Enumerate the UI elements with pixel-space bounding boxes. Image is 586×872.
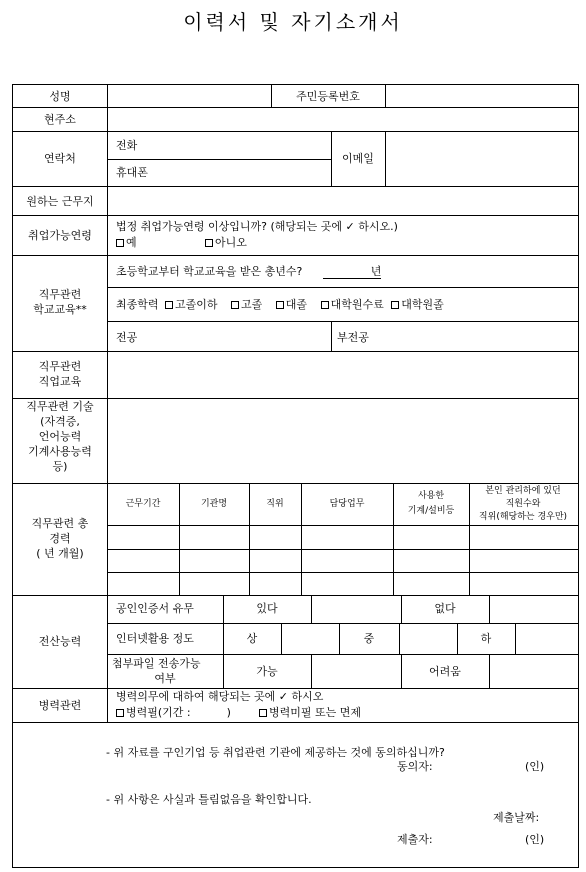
label-submit-date: 제출날짜: (493, 811, 540, 824)
option-no[interactable]: 아니오 (205, 236, 247, 249)
consent-statement: - 위 자료를 구인기업 등 취업관련 기관에 제공하는 것에 동의하십니까? (106, 746, 445, 759)
label-phone: 전화 (116, 139, 138, 152)
label-career-1: 직무관련 총 (31, 517, 89, 530)
career-header-org: 기관명 (200, 499, 228, 509)
attach-yes[interactable]: 가능 (256, 665, 278, 678)
resident-number-field[interactable] (387, 86, 575, 106)
label-attach-2: 여부 (154, 672, 176, 685)
label-education-1: 직무관련 (38, 288, 82, 301)
internet-mid[interactable]: 중 (363, 632, 375, 645)
form-title: 이력서 및 자기소개서 (183, 10, 403, 34)
label-vocational-1: 직무관련 (38, 360, 82, 373)
checkbox-yes[interactable] (116, 239, 124, 247)
label-internet: 인터넷활용 정도 (116, 632, 194, 645)
label-computer-skills: 전산능력 (38, 635, 82, 648)
career-header-staff-1: 본인 관리하에 있던 (485, 486, 561, 496)
career-header-staff-3: 직위(해당하는 경우만) (478, 512, 568, 522)
years-field[interactable]: 년 (323, 265, 381, 279)
military-exempt-option[interactable]: 병력미필 또는 면제 (259, 706, 361, 719)
career-header-staff-2: 직원수와 (505, 499, 541, 509)
career-header-position: 직위 (266, 499, 284, 509)
label-major: 전공 (116, 331, 138, 344)
label-consenter: 동의자: (397, 760, 433, 773)
skills-field[interactable] (109, 400, 575, 481)
career-header-period: 근무기간 (125, 499, 161, 509)
label-legal-age: 취업가능연령 (28, 229, 92, 242)
option-yes[interactable]: 예 (116, 236, 137, 249)
label-address: 현주소 (44, 113, 76, 126)
cert-yes[interactable]: 있다 (256, 602, 278, 615)
label-skills-5: 등) (52, 460, 68, 473)
checkbox-no[interactable] (205, 239, 213, 247)
career-header-equipment-1: 사용한 (417, 491, 445, 501)
label-skills-1: 직무관련 기술 (26, 400, 94, 413)
label-resident-number: 주민등록번호 (296, 90, 360, 103)
label-submitter: 제출자: (397, 833, 433, 846)
cert-no[interactable]: 없다 (434, 602, 456, 615)
label-attach-1: 첨부파일 전송가능 (112, 657, 201, 670)
vocational-field[interactable] (109, 353, 575, 396)
label-military: 병력관련 (38, 699, 82, 712)
label-skills-4: 기계사용능력 (28, 445, 92, 458)
label-name: 성명 (49, 90, 71, 103)
label-skills-3: 언어능력 (38, 430, 82, 443)
desired-location-field[interactable] (109, 188, 575, 213)
submitter-seal[interactable]: (인) (525, 833, 545, 846)
checkbox-military-done[interactable] (116, 709, 124, 717)
label-career-3: ( 년 개월) (36, 547, 84, 560)
years-question: 초등학교부터 학교교육을 받은 총년수? 년 (116, 265, 382, 278)
consent-seal[interactable]: (인) (525, 760, 545, 773)
label-vocational-2: 직업교육 (38, 375, 82, 388)
internet-low[interactable]: 하 (480, 632, 492, 645)
label-skills-2: (자격증, (40, 415, 80, 428)
checkbox-military-exempt[interactable] (259, 709, 267, 717)
final-education-row: 최종학력 고졸이하 고졸 대졸 대학원수료 대학원졸 (116, 298, 444, 311)
military-question: 병력의무에 대하여 해당되는 곳에 ✓ 하시오 (116, 690, 324, 703)
label-education-2: 학교교육** (33, 303, 87, 316)
label-cert: 공인인증서 유무 (116, 602, 194, 615)
internet-high[interactable]: 상 (246, 632, 258, 645)
checkbox-edu-5[interactable] (391, 301, 399, 309)
checkbox-edu-1[interactable] (165, 301, 173, 309)
label-career-2: 경력 (49, 532, 71, 545)
address-field[interactable] (109, 109, 575, 129)
name-field[interactable] (109, 86, 269, 106)
career-header-duty: 담당업무 (329, 499, 365, 509)
legal-age-question: 법정 취업가능연령 이상입니까? (해당되는 곳에 ✓ 하시오.) (116, 220, 398, 233)
checkbox-edu-3[interactable] (276, 301, 284, 309)
confirm-statement: - 위 사항은 사실과 틀림없음을 확인합니다. (106, 793, 312, 806)
checkbox-edu-2[interactable] (231, 301, 239, 309)
email-field[interactable] (387, 133, 575, 183)
label-minor: 부전공 (337, 331, 369, 344)
military-done-option[interactable]: 병력필(기간 : ) (116, 706, 231, 719)
attach-no[interactable]: 어려움 (429, 665, 461, 678)
career-header-equipment-2: 기계/설비등 (407, 506, 455, 516)
label-contact: 연락처 (44, 152, 76, 165)
checkbox-edu-4[interactable] (321, 301, 329, 309)
label-desired-location: 원하는 근무지 (26, 195, 94, 208)
label-email: 이메일 (342, 152, 374, 165)
label-mobile: 휴대폰 (116, 166, 148, 179)
resume-form (12, 84, 579, 868)
